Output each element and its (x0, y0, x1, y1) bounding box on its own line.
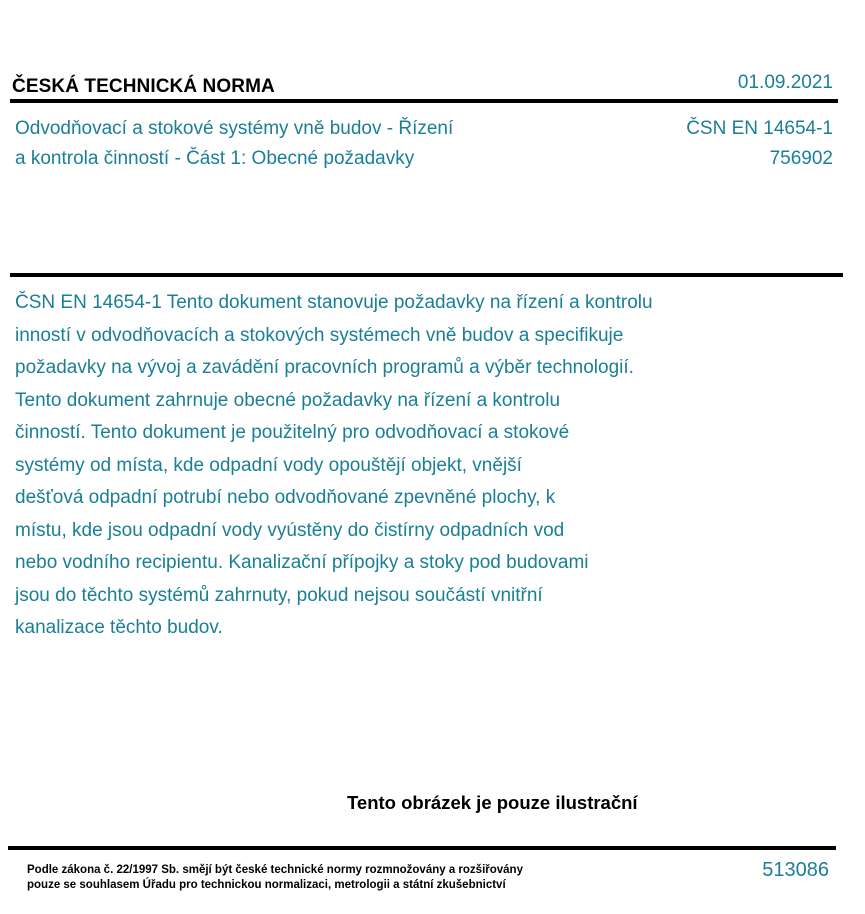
legal-notice (27, 863, 523, 893)
norm-title: ČESKÁ TECHNICKÁ NORMA (12, 76, 275, 97)
class-number: 756902 (769, 148, 833, 169)
standard-codes (686, 114, 833, 174)
section-divider (10, 273, 843, 277)
abstract-text: ČSN EN 14654-1 Tento dokument stanovuje požadavky na řízení a kontrolu inností v odvodňovacích a stokových systémech vně budov a specifikuje požadavky na vývoj a zavádění pracovních programů a výběr technologií. Tento dokument zahrnuje obecné požadavky na řízení a kontrolu činností. Tento dokument je použitelný pro odvodňovací a stokové systémy od místa, kde odpadní vody opouštějí objekt, vnější dešťová odpadní potrubí nebo odvodňované zpevněné plochy, k místu, kde jsou odpadní vody vyústěny do čistírny odpadních vod nebo vodního recipientu. Kanalizační přípojky a stoky pod budovami jsou do těchto systémů zahrnuty, pokud nejsou součástí vnitřní kanalizace těchto budov. (15, 292, 653, 638)
standard-number: ČSN EN 14654-1 (686, 118, 833, 139)
illustration-note: Tento obrázek je pouze ilustrační (347, 792, 638, 813)
footer-divider (8, 846, 836, 850)
standard-subject (15, 114, 453, 174)
subject-line: a kontrola činností - Část 1: Obecné požadavky (15, 148, 415, 169)
publication-date: 01.09.2021 (737, 72, 833, 93)
header-divider (10, 99, 838, 103)
catalog-number: 513086 (762, 859, 829, 881)
legal-line: Podle zákona č. 22/1997 Sb. smějí být české technické normy rozmnožovány a rozšiřovány (27, 864, 523, 876)
subject-line: Odvodňovací a stokové systémy vně budov - Řízení (15, 118, 454, 139)
legal-line: pouze se souhlasem Úřadu pro technickou normalizaci, metrologii a státní zkušebnictví (27, 879, 506, 891)
